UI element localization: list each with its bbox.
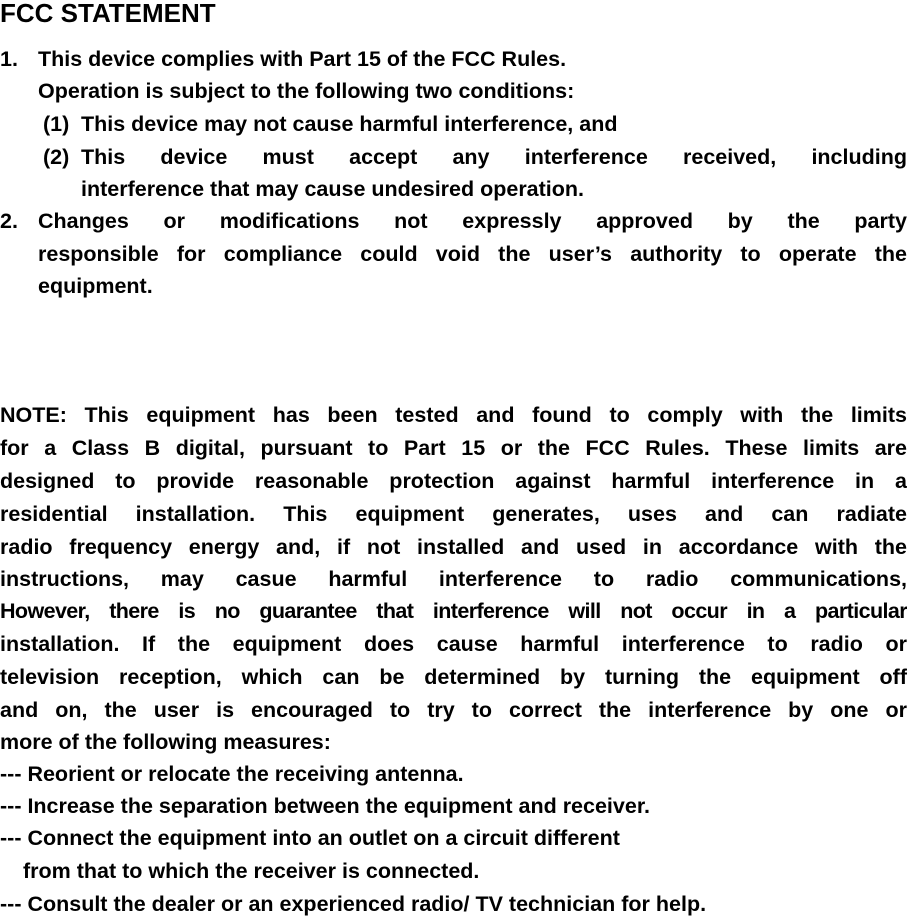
measure-3-continued: from that to which the receiver is connected.	[23, 859, 480, 883]
note-line-10: and on, the user is encouraged to try to correct the interference by one or	[0, 698, 907, 722]
note-line-6: instructions, may casue harmful interference to radio communications,	[0, 567, 907, 591]
note-line-9: television reception, which can be determined by turning the equipment off	[0, 665, 907, 689]
note-line-1: NOTE: This equipment has been tested and found to comply with the limits	[0, 403, 907, 427]
note-line-11: more of the following measures:	[0, 730, 331, 754]
note-line-2: for a Class B digital, pursuant to Part 15 or the FCC Rules. These limits are	[0, 436, 907, 460]
item-1-line-1: This device complies with Part 15 of the FCC Rules.	[38, 47, 567, 71]
note-line-5: radio frequency energy and, if not installed and used in accordance with the	[0, 535, 907, 559]
note-line-7: However, there is no guarantee that interference will not occur in a particular	[0, 599, 907, 623]
subitem-2-line-1: This device must accept any interference received, including	[81, 145, 907, 169]
note-line-4: residential installation. This equipment generates, uses and can radiate	[0, 502, 907, 526]
measure-2: --- Increase the separation between the equipment and receiver.	[0, 794, 650, 818]
subitem-2-number: (2)	[43, 145, 70, 169]
page-title: FCC STATEMENT	[0, 0, 216, 28]
measure-4: --- Consult the dealer or an experienced radio/ TV technician for help.	[0, 892, 707, 916]
note-line-8: installation. If the equipment does cause harmful interference to radio or	[0, 632, 907, 656]
measure-3: --- Connect the equipment into an outlet on a circuit different	[0, 826, 620, 850]
item-2-number: 2.	[0, 209, 18, 233]
item-1-line-2: Operation is subject to the following two conditions:	[38, 79, 575, 103]
item-1-number: 1.	[0, 47, 18, 71]
subitem-2-line-2: interference that may cause undesired operation.	[81, 177, 585, 201]
measure-1: --- Reorient or relocate the receiving antenna.	[0, 762, 464, 786]
item-2-line-1: Changes or modifications not expressly approved by the party	[38, 209, 907, 233]
item-2-line-2: responsible for compliance could void the user’s authority to operate the	[38, 242, 907, 266]
subitem-1-number: (1)	[43, 112, 70, 136]
subitem-1-line-1: This device may not cause harmful interference, and	[81, 112, 618, 136]
note-line-3: designed to provide reasonable protection against harmful interference in a	[0, 469, 907, 493]
item-2-line-3: equipment.	[38, 274, 153, 298]
